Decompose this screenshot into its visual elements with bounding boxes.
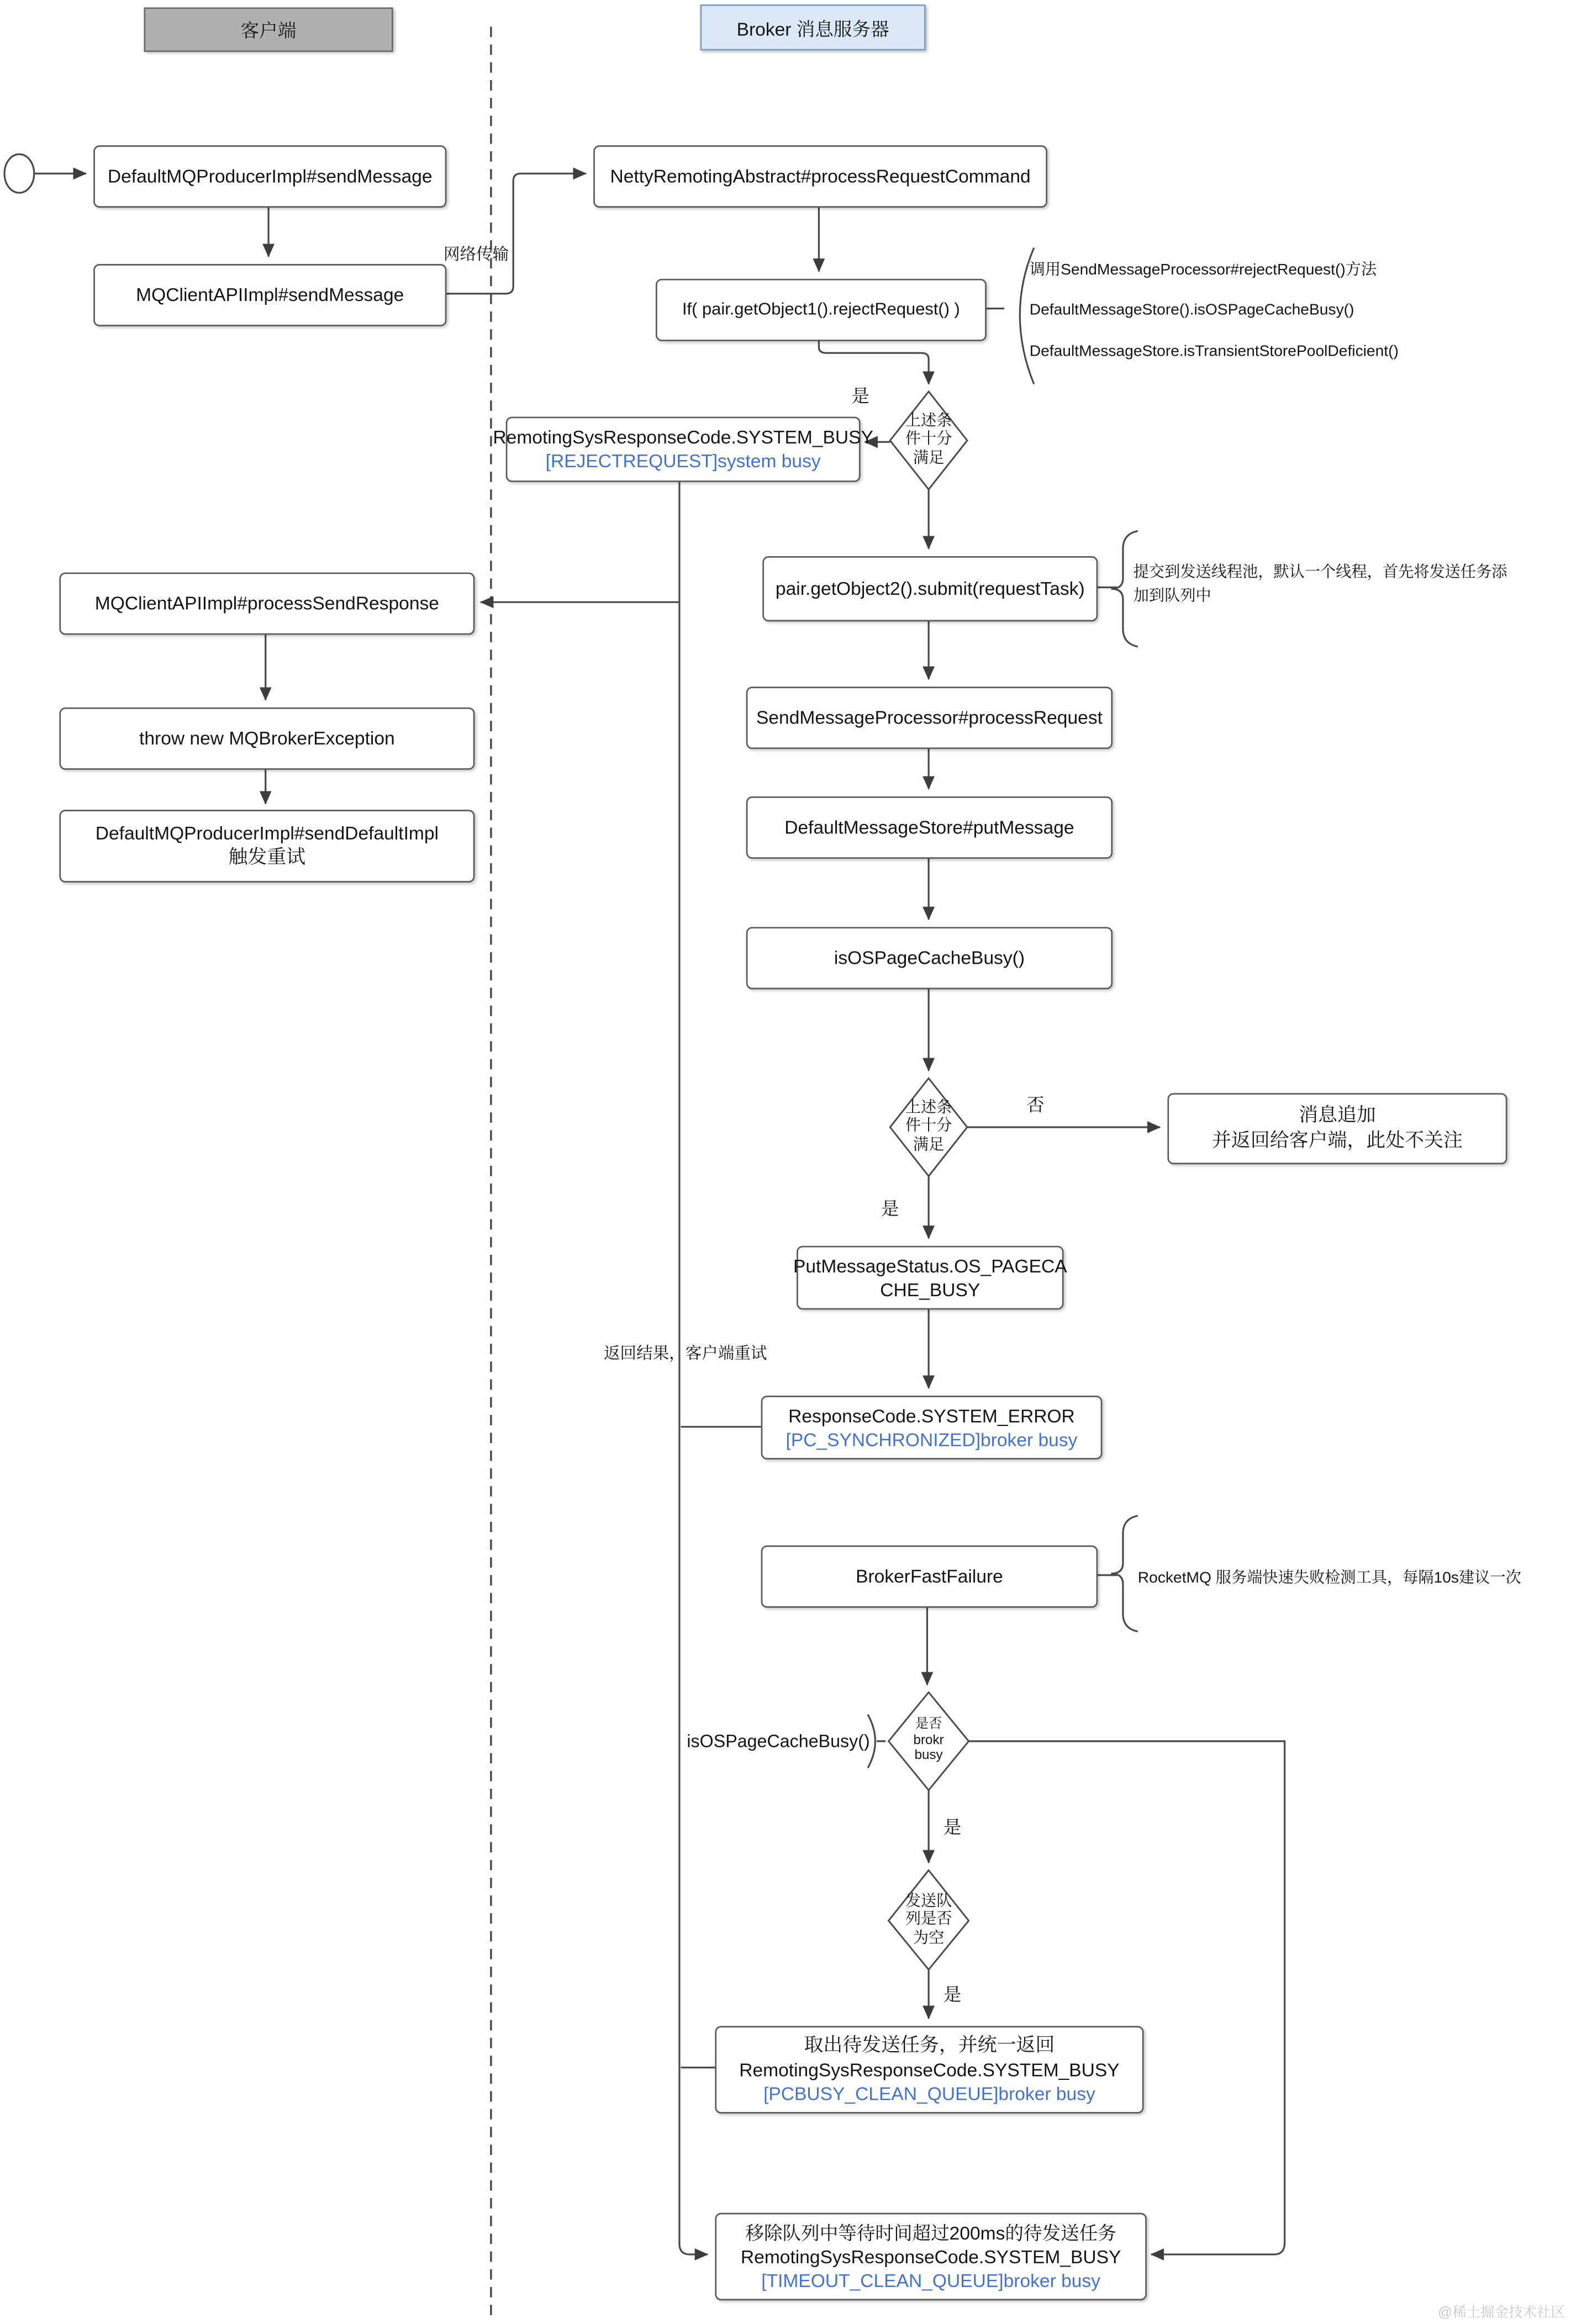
diamond-broker-busy-line2: brokr	[913, 1731, 944, 1747]
diamond-cond2-text	[869, 1099, 988, 1154]
diamond-broker-busy-line1: 是否	[915, 1716, 942, 1731]
node-process-send-response	[59, 573, 475, 635]
node-clientapi-send-label: MQClientAPIImpl#sendMessage	[136, 284, 404, 306]
edge-label-network: 网络传输	[443, 246, 509, 265]
node-system-busy-line2: [REJECTREQUEST]system busy	[545, 451, 821, 472]
flow-edges	[34, 173, 1285, 2254]
node-put-status-line2: CHE_BUSY	[880, 1279, 980, 1300]
diamond-broker-busy-line3: busy	[914, 1747, 943, 1762]
diamond-queue-empty-line3: 为空	[913, 1929, 945, 1947]
watermark-text: @稀土掘金技术社区	[1438, 2305, 1565, 2321]
node-remove-tasks-line1: 移除队列中等待时间超过200ms的待发送任务	[745, 2222, 1116, 2243]
node-clientapi-send	[93, 264, 446, 326]
node-is-os-page-cache-label: isOSPageCacheBusy()	[834, 948, 1025, 969]
node-reject-if	[656, 279, 987, 341]
diamond-broker-busy-text	[884, 1716, 973, 1763]
node-take-tasks-line3: [PCBUSY_CLEAN_QUEUE]broker busy	[763, 2083, 1095, 2105]
note-submit-line1: 提交到发送线程池，默认一个线程，首先将发送任务添	[1133, 563, 1507, 582]
node-take-tasks-line1: 取出待发送任务，并统一返回	[804, 2034, 1055, 2056]
node-send-default-impl-line2: 触发重试	[228, 846, 306, 868]
node-throw-exception-label: throw new MQBrokerException	[139, 728, 395, 749]
diamond-cond1-text	[869, 413, 988, 468]
start-node-circle	[4, 154, 34, 193]
node-take-tasks	[715, 2026, 1143, 2113]
diamond-queue-empty-line1: 发送队	[905, 1892, 952, 1910]
node-store-put-label: DefaultMessageStore#putMessage	[784, 817, 1074, 838]
node-put-status-line1: PutMessageStatus.OS_PAGECA	[793, 1255, 1067, 1276]
node-send-default-impl	[59, 810, 475, 883]
node-throw-exception	[59, 707, 475, 770]
node-append-msg-line1: 消息追加	[1299, 1104, 1376, 1127]
node-submit-task-label: pair.getObject2().submit(requestTask)	[775, 578, 1085, 599]
note-reject-line2: DefaultMessageStore().isOSPageCacheBusy()	[1029, 301, 1354, 319]
diamond-queue-empty-text	[877, 1893, 980, 1948]
node-processor-process	[746, 686, 1113, 749]
edge-clientapi-to-netty	[444, 173, 586, 294]
diamond-queue-empty-line2: 列是否	[905, 1910, 952, 1929]
node-netty-process	[593, 145, 1047, 208]
edge-label-return-retry: 返回结果，客户端重试	[603, 1345, 767, 1363]
node-remove-tasks-line2: RemotingSysResponseCode.SYSTEM_BUSY	[740, 2246, 1121, 2267]
node-processor-process-label: SendMessageProcessor#processRequest	[756, 707, 1103, 728]
node-send-default-impl-line1: DefaultMQProducerImpl#sendDefaultImpl	[95, 823, 439, 844]
node-system-busy-line1: RemotingSysResponseCode.SYSTEM_BUSY	[493, 427, 873, 448]
node-process-send-response-label: MQClientAPIImpl#processSendResponse	[94, 593, 439, 614]
node-remove-tasks	[715, 2213, 1146, 2300]
diamond-cond1-line2: 件十分	[905, 430, 952, 449]
note-submit-line2: 加到队列中	[1133, 587, 1211, 605]
diamond-cond1-line1: 上述条	[905, 412, 952, 430]
node-response-error-line1: ResponseCode.SYSTEM_ERROR	[788, 1405, 1075, 1427]
edge-label-yes3: 是	[943, 1816, 962, 1838]
node-response-error	[761, 1396, 1103, 1459]
edge-bus-vertical-to-remove	[679, 479, 708, 2254]
node-append-msg	[1167, 1093, 1507, 1164]
node-remove-tasks-line3: [TIMEOUT_CLEAN_QUEUE]broker busy	[761, 2270, 1101, 2291]
edge-cond3-to-remove	[969, 1741, 1285, 2254]
note-reject-line3: DefaultMessageStore.isTransientStorePoolDeficient()	[1029, 342, 1399, 361]
diamond-cond2-line1: 上述条	[905, 1098, 952, 1117]
edge-label-no1: 否	[1026, 1094, 1045, 1116]
node-reject-if-label: If( pair.getObject1().rejectRequest() )	[682, 300, 960, 319]
node-producer-send	[93, 145, 446, 208]
node-broker-fast-failure-label: BrokerFastFailure	[856, 1566, 1003, 1587]
lane-header-broker	[700, 4, 926, 50]
lane-header-broker-label: Broker 消息服务器	[736, 18, 889, 40]
note-fast-failure-line1: RocketMQ 服务端快速失败检测工具，每隔10s建议一次	[1137, 1569, 1521, 1587]
diamond-cond1-line3: 满足	[913, 449, 945, 467]
node-system-busy	[493, 417, 873, 482]
note-bff-brace	[1111, 1516, 1137, 1631]
label-os-page-cache-busy: isOSPageCacheBusy()	[687, 1730, 870, 1752]
node-append-msg-line2: 并返回给客户端，此处不关注	[1212, 1128, 1463, 1151]
diamond-cond2-line3: 满足	[913, 1135, 945, 1154]
node-is-os-page-cache	[746, 927, 1113, 989]
node-store-put	[746, 796, 1113, 859]
lane-header-client-label: 客户端	[240, 20, 297, 42]
lane-header-client	[144, 7, 393, 52]
node-take-tasks-line2: RemotingSysResponseCode.SYSTEM_BUSY	[739, 2059, 1120, 2081]
diamond-cond2-line2: 件十分	[905, 1117, 952, 1135]
edge-label-yes1: 是	[851, 385, 869, 406]
node-put-status	[793, 1246, 1067, 1309]
edge-label-yes2: 是	[881, 1198, 899, 1219]
node-netty-process-label: NettyRemotingAbstract#processRequestCommand	[610, 166, 1031, 187]
node-submit-task	[762, 556, 1098, 621]
edge-if-to-cond1	[819, 338, 929, 384]
node-broker-fast-failure	[761, 1545, 1098, 1608]
node-response-error-line2: [PC_SYNCHRONIZED]broker busy	[786, 1429, 1078, 1450]
node-producer-send-label: DefaultMQProducerImpl#sendMessage	[107, 166, 433, 187]
edge-label-yes4: 是	[943, 1984, 962, 2005]
note-reject-line1: 调用SendMessageProcessor#rejectRequest()方法	[1029, 261, 1377, 279]
